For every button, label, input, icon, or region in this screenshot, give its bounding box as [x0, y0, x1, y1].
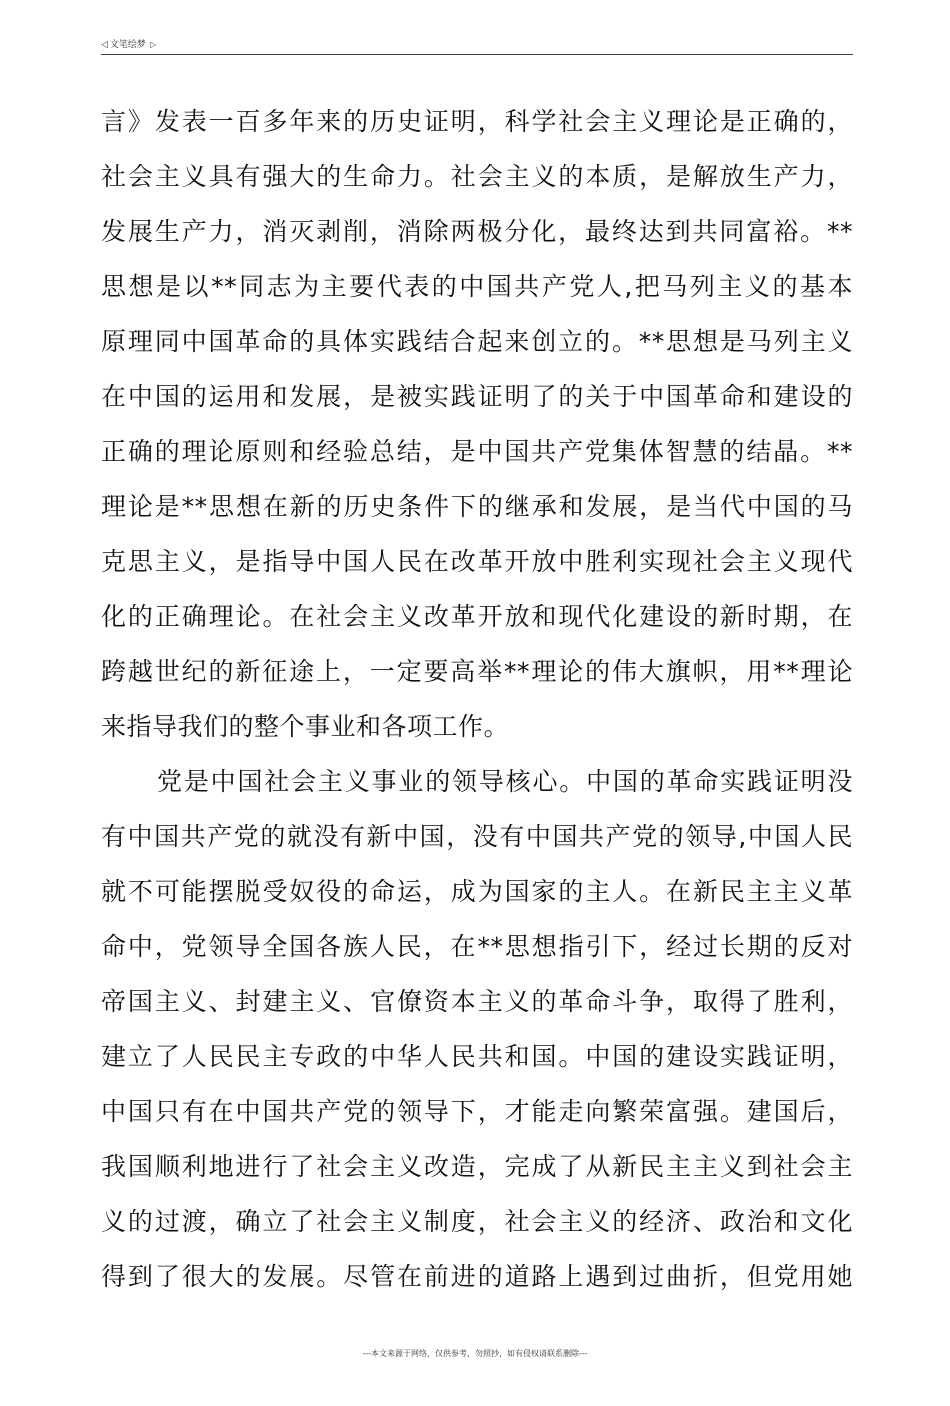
paragraph-line: 党是中国社会主义事业的领导核心。中国的革命实践证明没	[157, 767, 853, 796]
paragraph-line: 化的正确理论。在社会主义改革开放和现代化建设的新时期，在	[101, 602, 853, 631]
paragraph-line: 来指导我们的整个事业和各项工作。	[101, 712, 510, 741]
paragraph-line: 有中国共产党的就没有新中国，没有中国共产党的领导,中国人民	[101, 822, 853, 851]
triangle-left-icon: ◁	[101, 40, 108, 50]
paragraph-line: 帝国主义、封建主义、官僚资本主义的革命斗争，取得了胜利，	[101, 987, 853, 1016]
body-text	[101, 94, 853, 1304]
paragraph-line: 思想是以**同志为主要代表的中国共产党人,把马列主义的基本	[101, 272, 853, 301]
paragraph-line: 理论是**思想在新的历史条件下的继承和发展，是当代中国的马	[101, 492, 853, 521]
paragraph-line: 跨越世纪的新征途上，一定要高举**理论的伟大旗帜，用**理论	[101, 657, 853, 686]
paragraph-line: 义的过渡，确立了社会主义制度，社会主义的经济、政治和文化	[101, 1207, 853, 1236]
page-header	[101, 38, 853, 55]
paragraph-line: 建立了人民民主专政的中华人民共和国。中国的建设实践证明，	[101, 1042, 853, 1071]
paragraph-line: 原理同中国革命的具体实践结合起来创立的。**思想是马列主义	[101, 327, 853, 356]
paragraph-line: 在中国的运用和发展，是被实践证明了的关于中国革命和建设的	[101, 382, 853, 411]
paragraph-line: 我国顺利地进行了社会主义改造，完成了从新民主主义到社会主	[101, 1152, 853, 1181]
paragraph-line: 言》发表一百多年来的历史证明，科学社会主义理论是正确的，	[101, 107, 853, 136]
paragraph-line: 中国只有在中国共产党的领导下，才能走向繁荣富强。建国后，	[101, 1097, 853, 1126]
triangle-right-icon: ▷	[149, 40, 157, 49]
paragraph-line: 克思主义，是指导中国人民在改革开放中胜利实现社会主义现代	[101, 547, 853, 576]
paragraph-line: 命中，党领导全国各族人民，在**思想指引下，经过长期的反对	[101, 932, 853, 961]
page-footer: ---本文来源于网络，仅供参考，勿照抄，如有侵权请联系删除---	[362, 1349, 588, 1358]
paragraph-line: 社会主义具有强大的生命力。社会主义的本质，是解放生产力，	[101, 162, 853, 191]
paragraph-line: 发展生产力，消灭剥削，消除两极分化，最终达到共同富裕。**	[101, 217, 853, 246]
paragraph-line: 就不可能摆脱受奴役的命运，成为国家的主人。在新民主主义革	[101, 877, 853, 906]
paragraph-line: 得到了很大的发展。尽管在前进的道路上遇到过曲折，但党用她	[101, 1262, 853, 1291]
paragraph-line: 正确的理论原则和经验总结，是中国共产党集体智慧的结晶。**	[101, 437, 853, 466]
header-title: 文笔绘梦	[109, 40, 146, 50]
